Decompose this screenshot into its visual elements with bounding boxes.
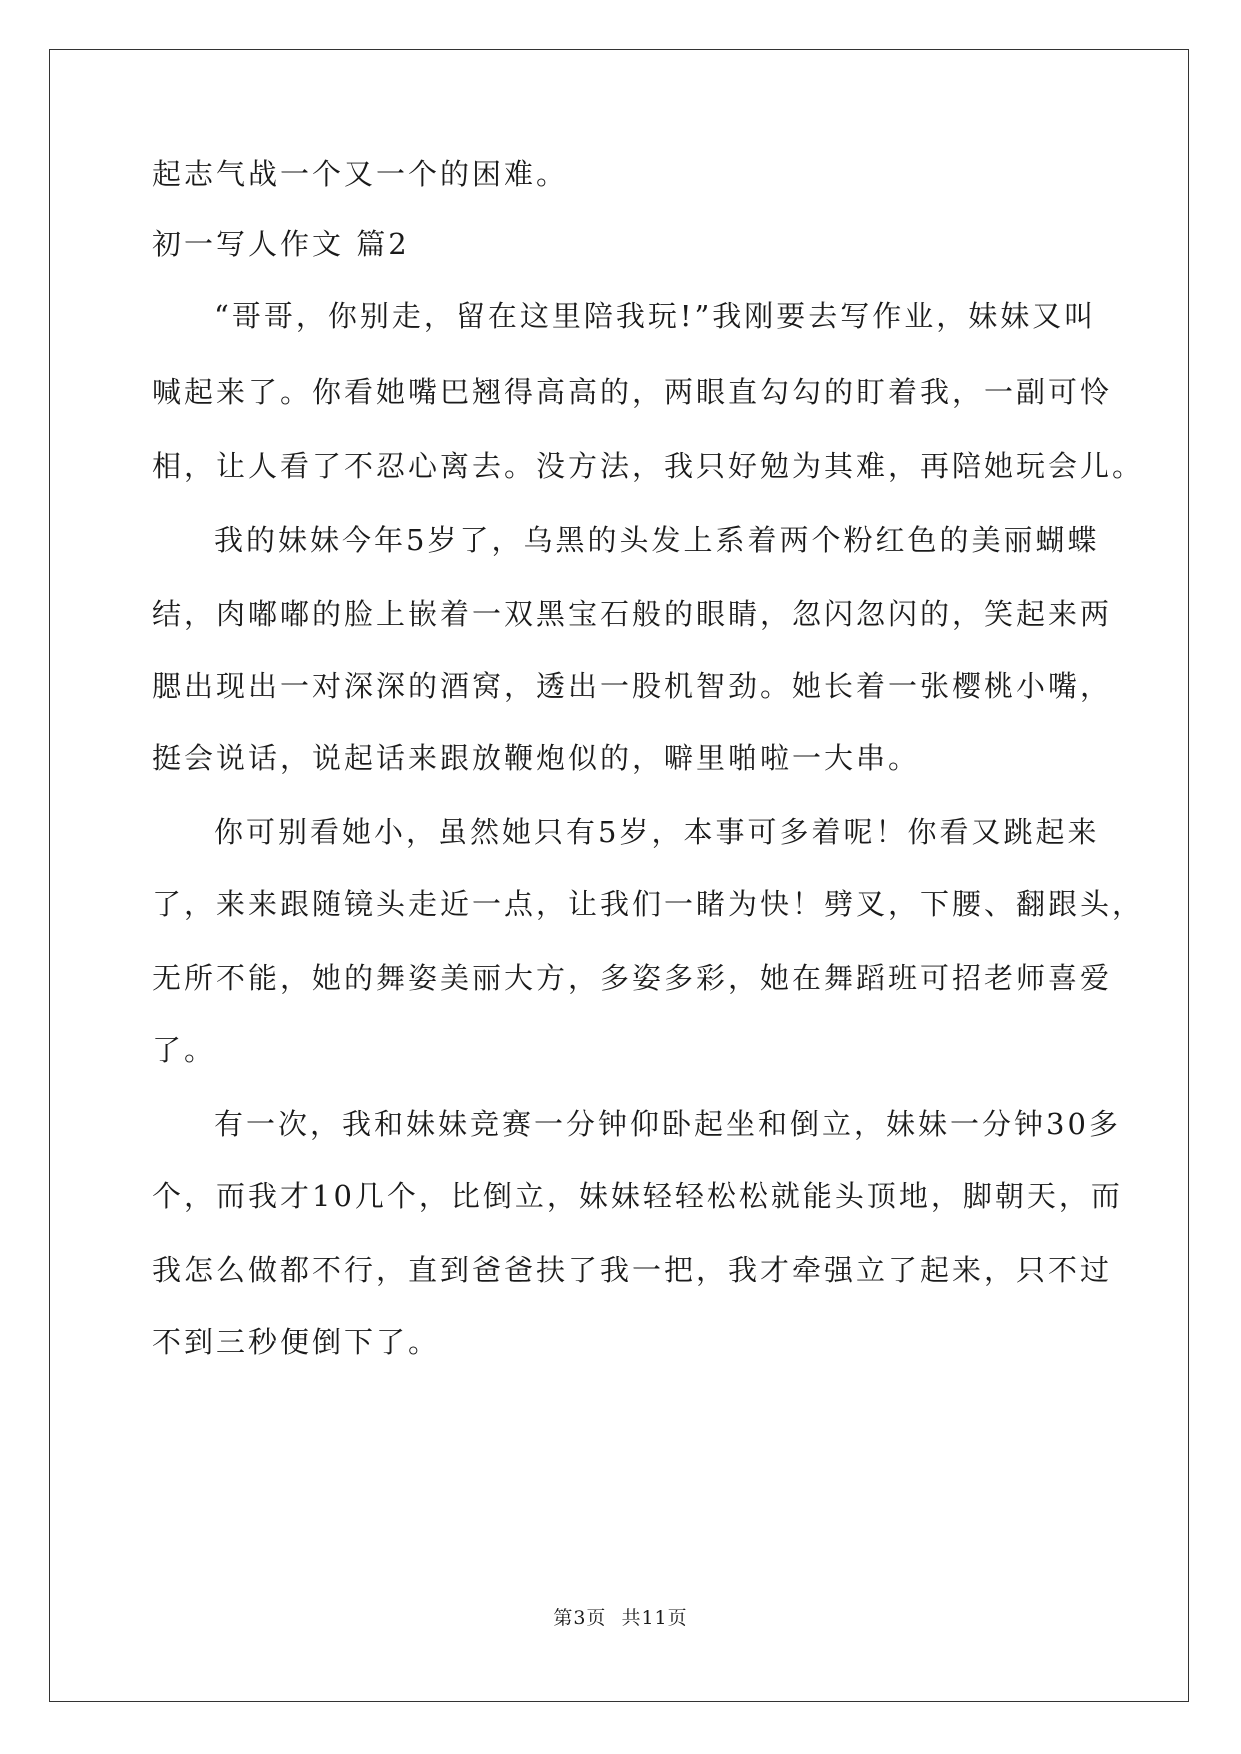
- text-line: “哥哥，你别走，留在这里陪我玩!”我刚要去写作业，妹妹又叫: [214, 299, 1097, 333]
- text-line: 了。: [152, 1033, 217, 1067]
- text-line: 相，让人看了不忍心离去。没方法，我只好勉为其难，再陪她玩会儿。: [152, 449, 1145, 483]
- text-line: 有一次，我和妹妹竞赛一分钟仰卧起坐和倒立，妹妹一分钟30多: [214, 1107, 1121, 1141]
- page-footer: [0, 1606, 1241, 1630]
- text-line: 我的妹妹今年5岁了，乌黑的头发上系着两个粉红色的美丽蝴蝶: [214, 523, 1100, 557]
- text-line: 起志气战一个又一个的困难。: [152, 157, 569, 191]
- page-number: 第3页: [553, 1607, 607, 1629]
- text-line: 无所不能，她的舞姿美丽大方，多姿多彩，她在舞蹈班可招老师喜爱: [152, 961, 1113, 995]
- text-line: 结，肉嘟嘟的脸上嵌着一双黑宝石般的眼睛，忽闪忽闪的，笑起来两: [152, 597, 1113, 631]
- text-line: 挺会说话，说起话来跟放鞭炮似的，噼里啪啦一大串。: [152, 741, 921, 775]
- text-line: 喊起来了。你看她嘴巴翘得高高的，两眼直勾勾的盯着我，一副可怜: [152, 375, 1113, 409]
- text-line: 你可别看她小，虽然她只有5岁，本事可多着呢！你看又跳起来: [214, 815, 1100, 849]
- text-line: 了，来来跟随镜头走近一点，让我们一睹为快！劈叉，下腰、翻跟头，: [152, 887, 1145, 921]
- section-heading: 初一写人作文 篇2: [152, 227, 410, 261]
- text-line: 不到三秒便倒下了。: [152, 1325, 441, 1359]
- text-line: 我怎么做都不行，直到爸爸扶了我一把，我才牵强立了起来，只不过: [152, 1253, 1113, 1287]
- text-line: 腮出现出一对深深的酒窝，透出一股机智劲。她长着一张樱桃小嘴，: [152, 669, 1113, 703]
- page-total: 共11页: [621, 1607, 688, 1629]
- text-line: 个，而我才10几个，比倒立，妹妹轻轻松松就能头顶地，脚朝天，而: [152, 1179, 1123, 1213]
